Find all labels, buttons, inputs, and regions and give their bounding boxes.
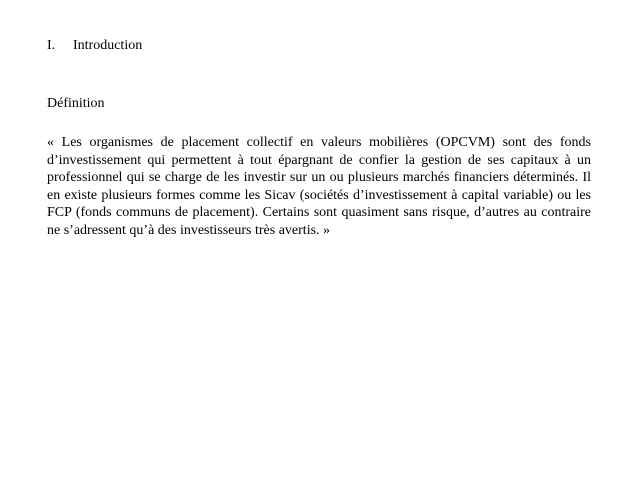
definition-quote: « Les organismes de placement collectif en valeurs mobilières (OPCVM) sont des fonds d’investissement qui permettent à tout épargnant de confier la gestion de ses capitaux à un professionnel qui se charge de les investir sur un ou plusieurs marchés financiers déterminés. Il en existe plusieurs formes comme les Sicav (sociétés d’investissement à capital variable) ou les FCP (fonds communs de placement). Certains sont quasiment sans risque, d’autres au contraire ne s’adressent qu’à des investisseurs très avertis. » bbox=[47, 135, 591, 238]
section-heading bbox=[47, 37, 142, 55]
definition-heading: Définition bbox=[47, 96, 105, 111]
section-title: Introduction bbox=[73, 38, 143, 53]
section-number: I. bbox=[47, 38, 56, 53]
